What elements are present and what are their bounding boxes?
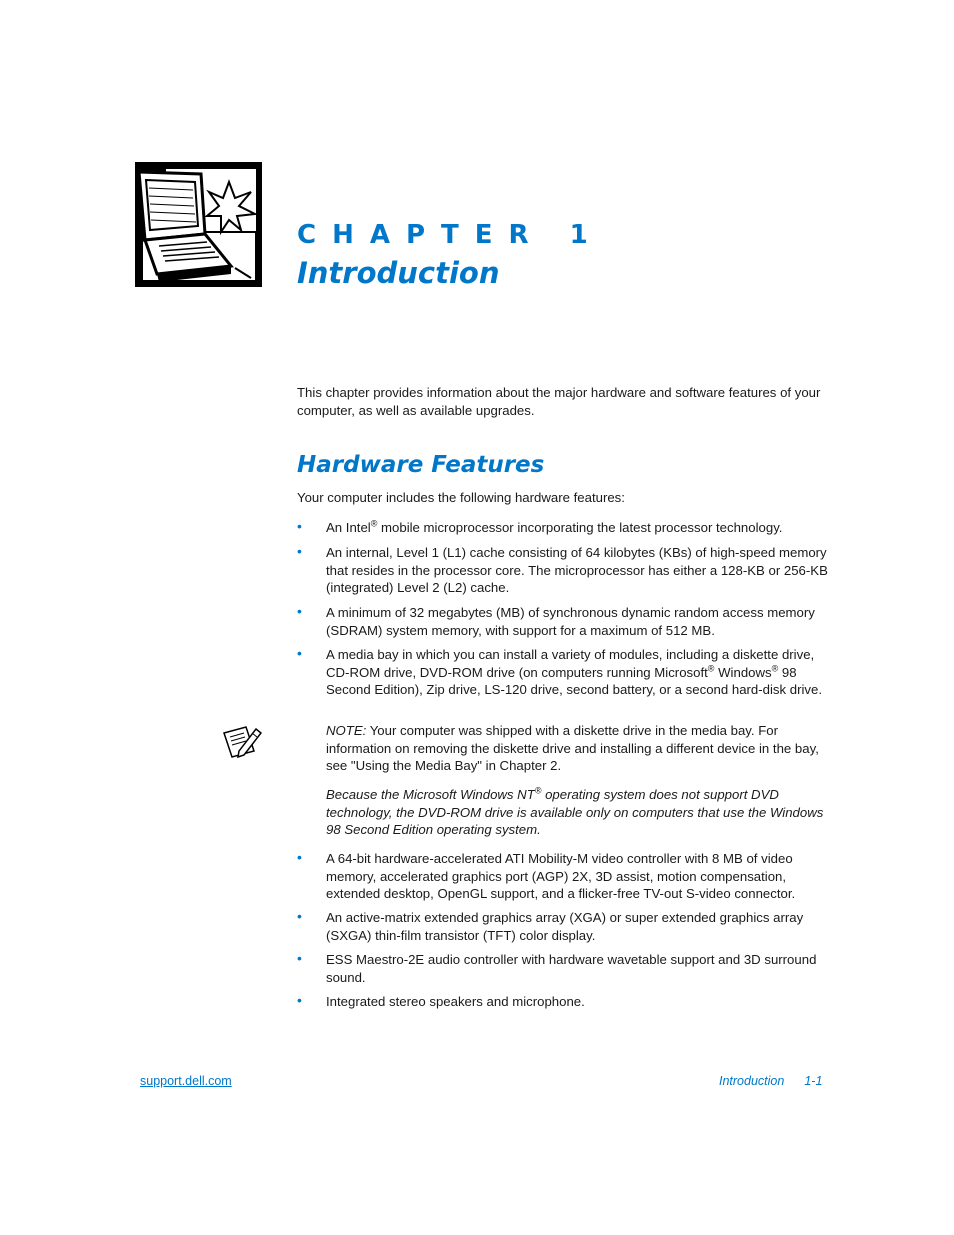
bullet-icon: • [297, 849, 302, 865]
list-item: • Integrated stereo speakers and microphone. [297, 992, 585, 1009]
list-item: • An Intel® mobile microprocessor incorporating the latest processor technology. [297, 518, 783, 535]
list-item: • A media bay in which you can install a variety of modules, including a diskette drive, CD-ROM drive, DVD-ROM drive (on computers running Microsoft® Windows® 98 Second Edition), Zip drive, LS-120 drive, second battery, or a second hard-disk drive. [297, 645, 823, 697]
section-lead: Your computer includes the following hardware features: [297, 490, 625, 505]
chapter-title: Introduction [297, 256, 500, 290]
footer-section: Introduction [719, 1074, 785, 1088]
bullet-icon: • [297, 950, 302, 966]
page-number: 1-1 [804, 1074, 823, 1088]
bullet-icon: • [297, 992, 302, 1008]
bullet-icon: • [297, 543, 302, 559]
note-text: NOTE: Your computer was shipped with a diskette drive in the media bay. For information on removing the diskette drive and installing a different device in the bay, see "Using the Media Bay" in Chapter 2. [326, 723, 819, 773]
note-label: NOTE: [326, 723, 367, 738]
bullet-icon: • [297, 518, 302, 534]
bullet-icon: • [297, 603, 302, 619]
support-link[interactable]: support.dell.com [140, 1074, 232, 1088]
list-item: • ESS Maestro-2E audio controller with hardware wavetable support and 3D surround sound. [297, 950, 817, 985]
section-heading: Hardware Features [297, 452, 545, 478]
list-item: • An internal, Level 1 (L1) cache consisting of 64 kilobytes (KBs) of high-speed memory that resides in the processor core. The microprocessor has either a 128-KB or 256-KB (integrated) Level 2 (L2) cache. [297, 543, 828, 595]
list-item: • A minimum of 32 megabytes (MB) of synchronous dynamic random access memory (SDRAM) system memory, with support for a maximum of 512 MB. [297, 603, 815, 638]
intro-paragraph: This chapter provides information about the major hardware and software features of your computer, as well as available upgrades. [297, 385, 821, 418]
footer-running-head [719, 1074, 822, 1088]
chapter-label: CHAPTER 1 [297, 220, 604, 250]
laptop-icon [135, 162, 262, 287]
bullet-icon: • [297, 645, 302, 661]
note-italic-text: Because the Microsoft Windows NT® operating system does not support DVD technology, the DVD-ROM drive is available only on computers that use the Windows 98 Second Edition operating system. [326, 785, 824, 837]
list-item: • A 64-bit hardware-accelerated ATI Mobility-M video controller with 8 MB of video memory, accelerated graphics port (AGP) 2X, 3D assist, motion compensation, extended desktop, OpenGL support, and a flicker-free TV-out S-video connector. [297, 849, 796, 901]
bullet-icon: • [297, 908, 302, 924]
list-item: • An active-matrix extended graphics array (XGA) or super extended graphics array (SXGA) thin-film transistor (TFT) color display. [297, 908, 804, 943]
note-pencil-icon [222, 725, 262, 761]
